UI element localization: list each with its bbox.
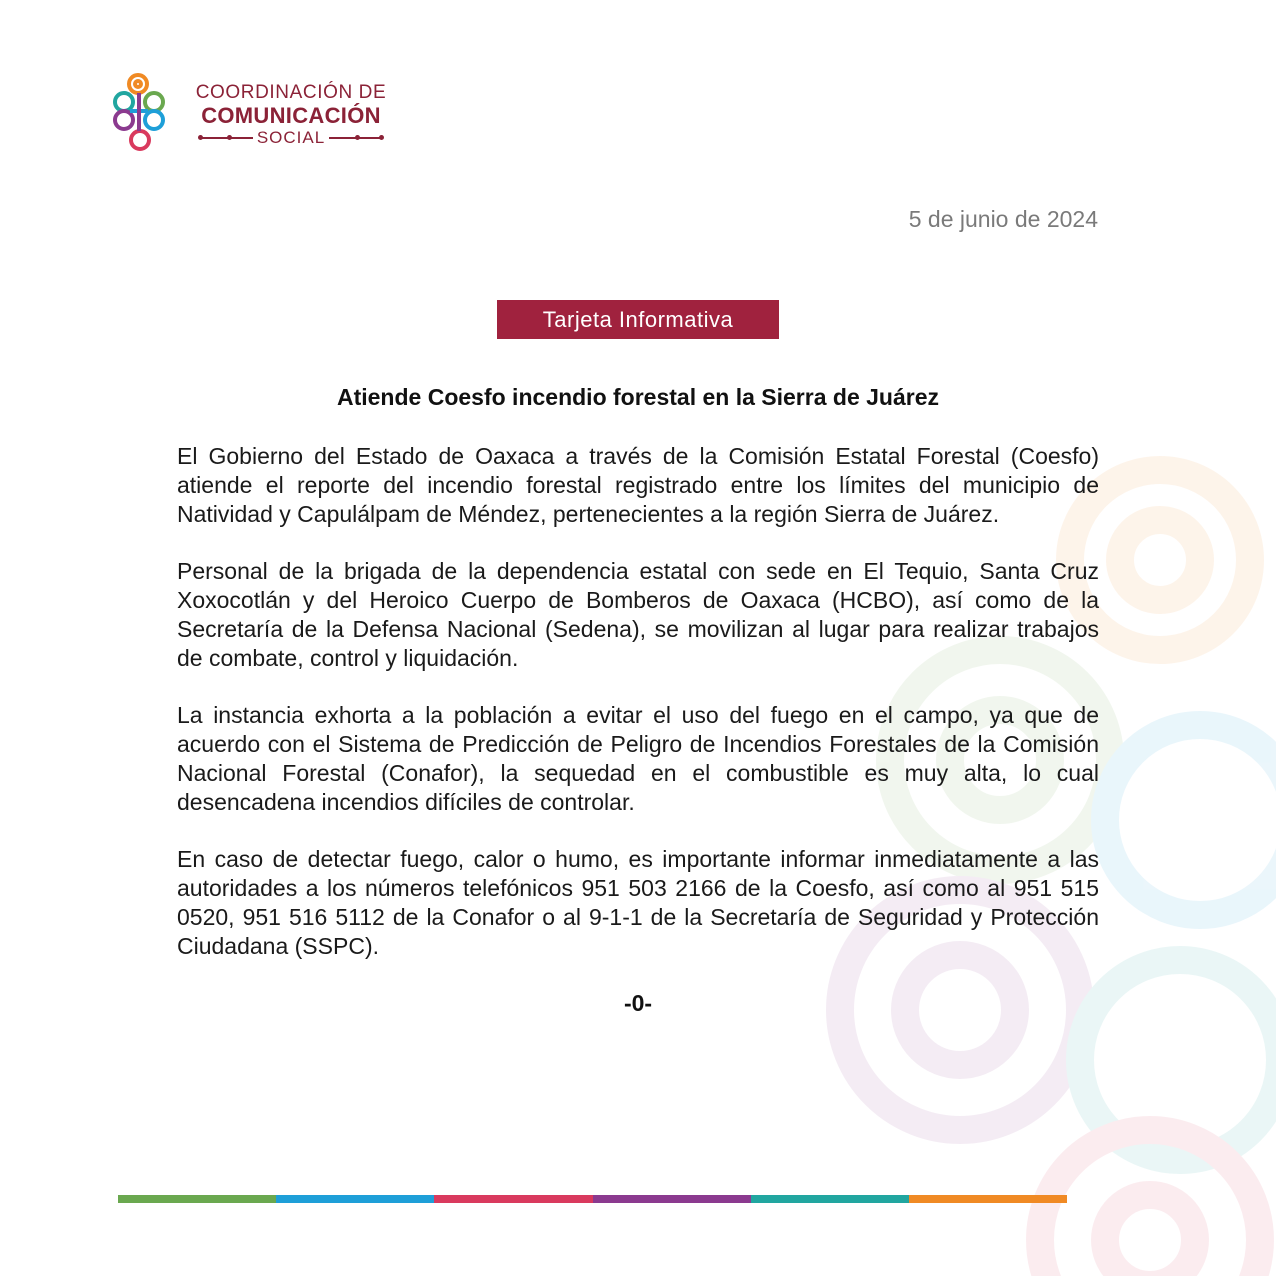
paragraph: Personal de la brigada de la dependencia estatal con sede en El Tequio, Santa Cruz Xoxocotlán y del Heroico Cuerpo de Bomberos de Oaxaca (HCBO), así como de la Secretaría de la Defensa Nacional (Sedena), se movilizan al lugar para realizar trabajos de combate, control y liquidación.	[177, 558, 1099, 671]
logo-divider-left	[201, 137, 253, 139]
logo-divider-right	[329, 137, 381, 139]
paragraph: En caso de detectar fuego, calor o humo, es importante informar inmediatamente a las autoridades a los números telefónicos 951 503 2166 de la Coesfo, así como al 951 515 0520, 951 516 5112 de la Conafor o al 9-1-1 de la Secretaría de Seguridad y Protección Ciudadana (SSPC).	[177, 846, 1099, 959]
paragraph: La instancia exhorta a la población a evitar el uso del fuego en el campo, ya que de acuerdo con el Sistema de Predicción de Peligro de Incendios Forestales de la Comisión Nacional Forestal (Conafor), la sequedad en el combustible es muy alta, lo cual desencadena incendios difíciles de controlar.	[177, 702, 1099, 815]
logo-line-2: COMUNICACIÓN	[201, 103, 381, 128]
logo-mark-icon	[110, 70, 180, 154]
footer-segment	[593, 1195, 751, 1203]
logo-line-3	[184, 128, 398, 148]
footer-segment	[909, 1195, 1067, 1203]
footer-segment	[276, 1195, 434, 1203]
footer-segment	[434, 1195, 592, 1203]
footer-segment	[751, 1195, 909, 1203]
footer-color-bar	[118, 1195, 1067, 1203]
logo-line-3-text: SOCIAL	[256, 128, 326, 147]
logo-text	[184, 82, 398, 148]
logo-line-1: COORDINACIÓN DE	[195, 82, 387, 103]
article-body	[177, 442, 1099, 989]
headline: Atiende Coesfo incendio forestal en la Sierra de Juárez	[336, 384, 939, 410]
footer-segment	[118, 1195, 276, 1203]
publication-date: 5 de junio de 2024	[908, 206, 1098, 232]
paragraph: El Gobierno del Estado de Oaxaca a través de la Comisión Estatal Forestal (Coesfo) atiende el reporte del incendio forestal registrado entre los límites del municipio de Natividad y Capulálpam de Méndez, pertenecientes a la región Sierra de Juárez.	[177, 443, 1099, 527]
closing-mark: -0-	[623, 990, 653, 1016]
logo	[110, 70, 400, 160]
document-type-badge: Tarjeta Informativa	[497, 300, 779, 339]
